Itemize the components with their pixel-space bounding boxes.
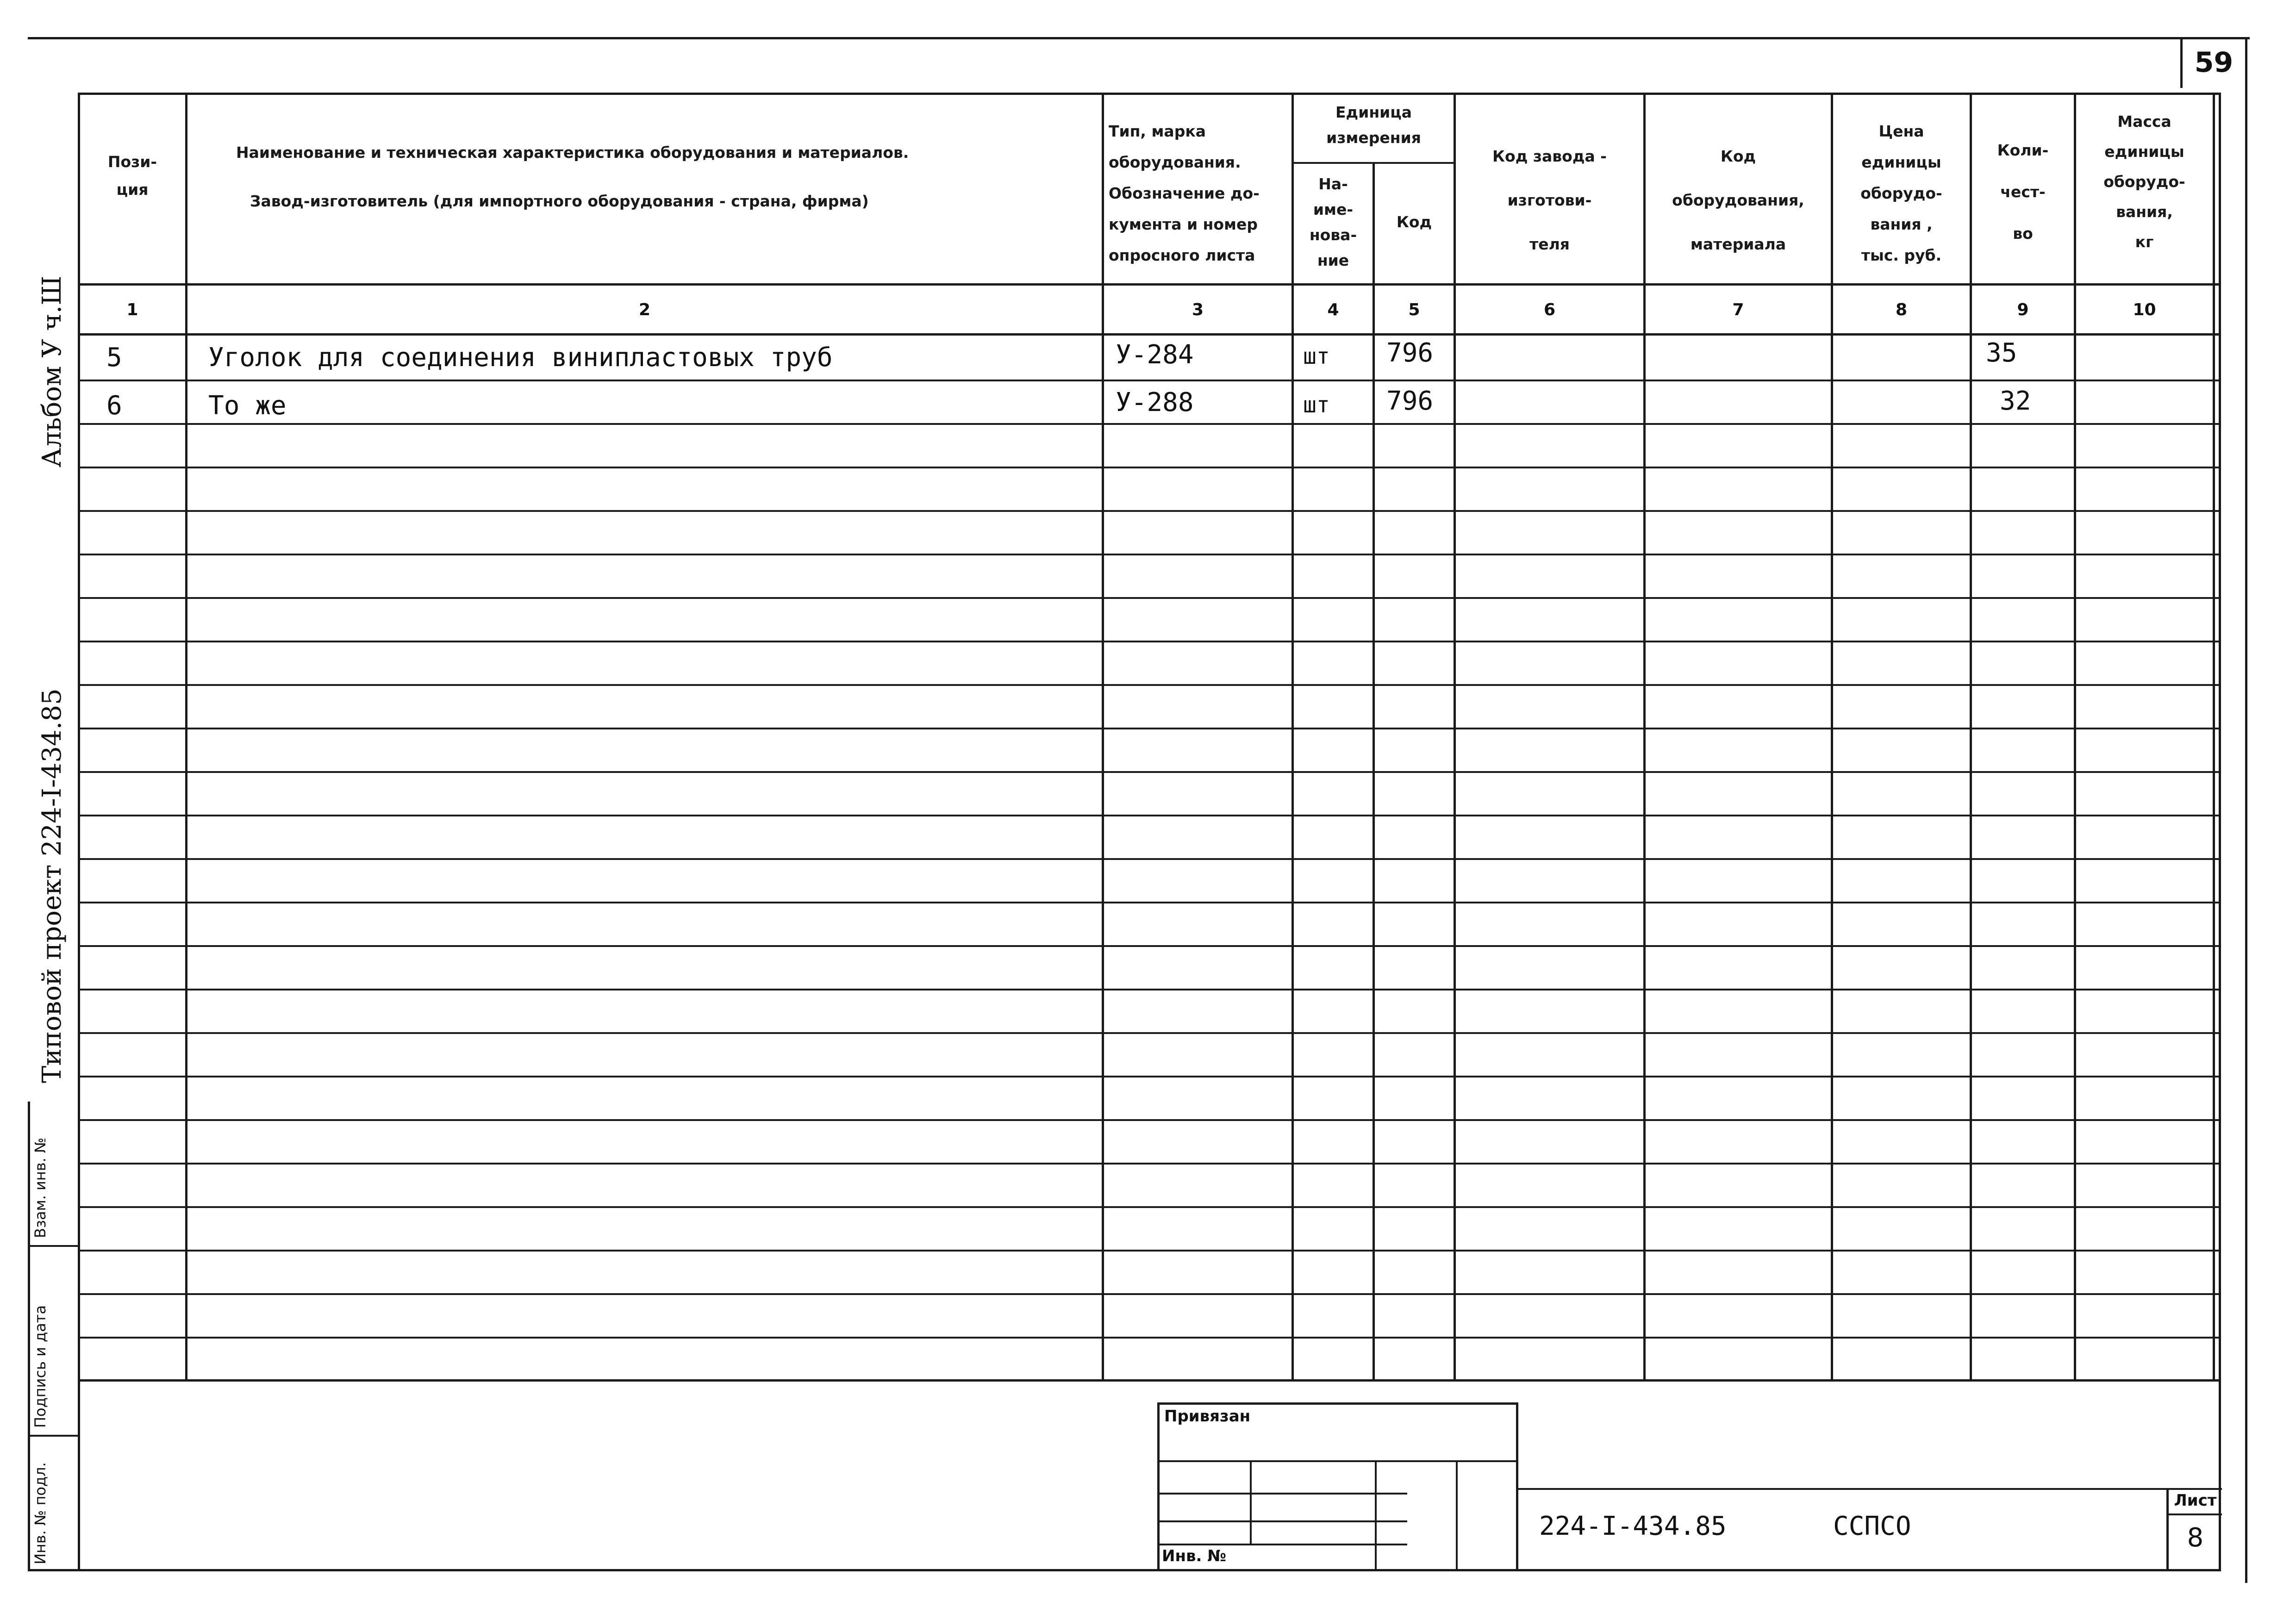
- project-label: Типовой проект 224-I-434.85: [37, 688, 67, 1083]
- bound-block-h2: [1157, 1493, 1407, 1495]
- sheet-number: 8: [2187, 1523, 2204, 1553]
- colnum-2: 2: [638, 300, 651, 319]
- bound-block-v3: [1456, 1460, 1458, 1571]
- inv-label: Инв. №: [1162, 1547, 1227, 1565]
- page-number: 59: [2194, 46, 2234, 79]
- row-quantity: 32: [2000, 386, 2031, 416]
- table-row-line: [78, 902, 2221, 903]
- colnum-7: 7: [1732, 300, 1744, 319]
- table-row-line: [78, 989, 2221, 990]
- top-border: [28, 37, 2250, 39]
- table-row-line: [78, 1032, 2221, 1034]
- inv-change-label: Взам. инв. №: [31, 1137, 49, 1238]
- col-line-8: [1970, 93, 1972, 1382]
- table-row-line: [78, 684, 2221, 686]
- table-row-line: [78, 945, 2221, 947]
- col-line-2: [1102, 93, 1104, 1382]
- doc-number: 224-I-434.85: [1539, 1511, 1727, 1541]
- title-row-top: [1516, 1488, 2222, 1490]
- colnum-4: 4: [1327, 300, 1339, 319]
- colnum-6: 6: [1543, 300, 1556, 319]
- table-row-line: [78, 728, 2221, 729]
- sheet-label: Лист: [2174, 1491, 2217, 1510]
- table-row-line: [78, 554, 2221, 555]
- header-position: Пози- ция: [107, 153, 157, 199]
- bound-block: [1157, 1402, 1518, 1571]
- table-row-line: [78, 510, 2221, 512]
- table-row-line: [78, 1076, 2221, 1077]
- table-row-line: [78, 641, 2221, 642]
- stamp-divider-2: [28, 1435, 79, 1437]
- sign-date-label: Подпись и дата: [31, 1305, 49, 1428]
- header-factory-code: Код завода - изготови- теля: [1492, 147, 1607, 253]
- header-mass: Масса единицы оборудо- вания, кг: [2103, 112, 2185, 251]
- colnum-1: 1: [126, 300, 138, 319]
- colnum-8: 8: [1895, 300, 1908, 319]
- row-position: 5: [106, 343, 122, 373]
- header-quantity: Коли- чест- во: [1997, 141, 2049, 243]
- header-unit-code: Код: [1396, 213, 1432, 231]
- table-row-line: [78, 1250, 2221, 1252]
- row-code: 796: [1386, 386, 1434, 416]
- header-bottom: [78, 283, 2221, 286]
- row-position: 6: [106, 391, 122, 421]
- row-code: 796: [1386, 338, 1434, 368]
- header-type: Тип, марка оборудования. Обозначение до- кумента и номер опросного листа: [1109, 122, 1260, 264]
- bound-block-h1: [1157, 1460, 1518, 1462]
- table-row-line: [78, 1206, 2221, 1208]
- header-name-line2: Завод-изготовитель (для импортного оборудования - страна, фирма): [250, 192, 869, 210]
- stamp-strip-left: [28, 1102, 30, 1571]
- colnum-10: 10: [2133, 300, 2156, 319]
- col-line-1: [185, 93, 187, 1382]
- inv-orig-label: Инв. № подл.: [31, 1462, 49, 1564]
- bound-block-v1: [1250, 1460, 1252, 1544]
- page-number-box-right: [2245, 37, 2247, 1583]
- row-type: У-288: [1116, 387, 1194, 417]
- table-row-line: [78, 815, 2221, 816]
- row-unit: шт: [1303, 392, 1330, 418]
- header-unit-name: На- име- нова- ние: [1309, 175, 1357, 269]
- table-row-line: [78, 597, 2221, 599]
- stamp-strip-bottom: [28, 1569, 79, 1571]
- row-unit: шт: [1303, 343, 1330, 369]
- row-name: То же: [208, 391, 287, 421]
- colnum-5: 5: [1408, 300, 1420, 319]
- table-row-line: [78, 1337, 2221, 1339]
- header-equipment-code: Код оборудования, материала: [1672, 147, 1804, 253]
- stamp-divider-1: [28, 1245, 79, 1247]
- album-label: Альбом У ч.Ш: [37, 275, 67, 467]
- header-price: Цена единицы оборудо- вания , тыс. руб.: [1860, 122, 1942, 264]
- bound-block-v4: [1516, 1402, 1518, 1571]
- table-row-line: [78, 467, 2221, 468]
- bound-block-h4: [1157, 1544, 1407, 1545]
- table-row-line: [78, 1163, 2221, 1165]
- bound-block-v2: [1375, 1460, 1377, 1571]
- header-unit-group: Единица измерения: [1326, 103, 1421, 147]
- bound-block-h3: [1157, 1520, 1407, 1522]
- col-line-3: [1292, 93, 1294, 1382]
- row-quantity: 35: [1986, 338, 2017, 368]
- table-row-line: [78, 1119, 2221, 1121]
- sheet-box-divider: [2166, 1513, 2222, 1515]
- table-row-line: [78, 771, 2221, 773]
- bound-label: Привязан: [1164, 1407, 1251, 1426]
- doc-code: ССПСО: [1833, 1511, 1911, 1541]
- colnum-9: 9: [2017, 300, 2029, 319]
- table-row-line: [78, 380, 2221, 381]
- col-line-6: [1643, 93, 1646, 1382]
- header-name-line1: Наименование и техническая характеристика оборудования и материалов.: [236, 143, 909, 162]
- colnum-3: 3: [1192, 300, 1204, 319]
- table-bottom: [78, 1379, 2221, 1382]
- col-line-10: [2213, 93, 2215, 1382]
- unit-group-divider: [1292, 162, 1456, 164]
- col-line-7: [1831, 93, 1833, 1382]
- row-name: Уголок для соединения винипластовых труб: [208, 343, 833, 373]
- col-line-5: [1454, 93, 1456, 1382]
- row-type: У-284: [1116, 340, 1194, 370]
- table-row-line: [78, 1293, 2221, 1295]
- col-line-9: [2074, 93, 2076, 1382]
- table-row-line: [78, 858, 2221, 860]
